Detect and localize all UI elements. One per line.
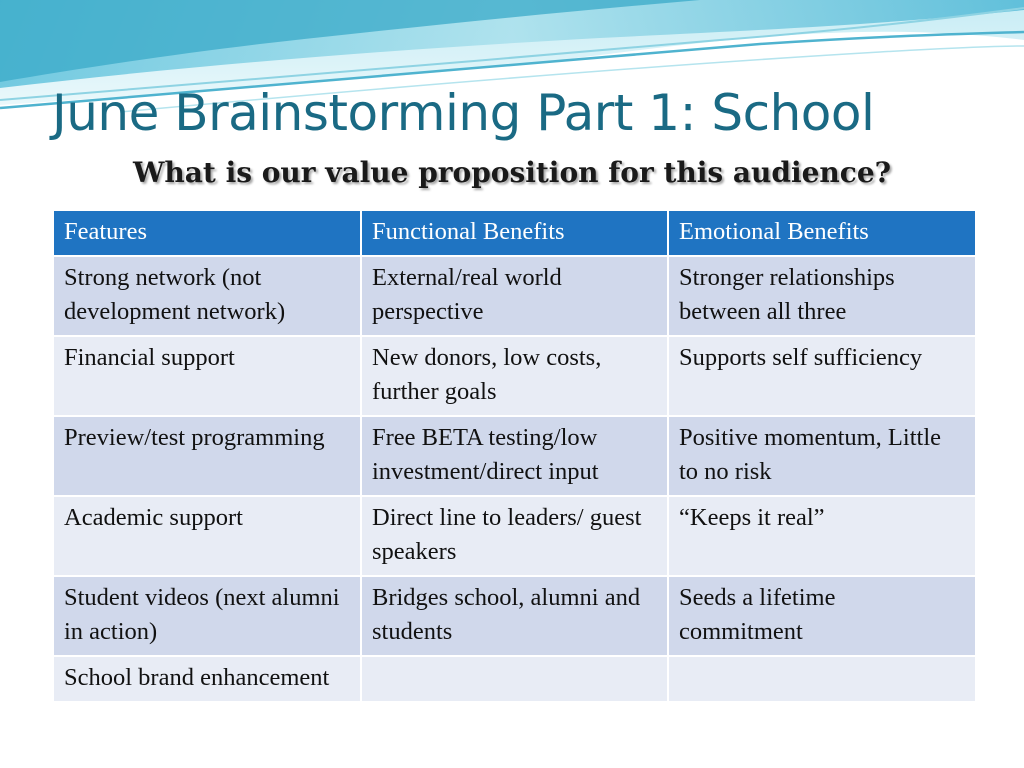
header-features: Features [53, 210, 361, 256]
header-functional-benefits: Functional Benefits [361, 210, 668, 256]
functional-benefit-cell: Free BETA testing/low investment/direct input [361, 416, 668, 496]
header-emotional-benefits: Emotional Benefits [668, 210, 976, 256]
emotional-benefit-cell: “Keeps it real” [668, 496, 976, 576]
slide-subtitle: What is our value proposition for this audience? [132, 156, 892, 189]
table-row [53, 576, 976, 656]
feature-cell: Student videos (next alumni in action) [53, 576, 361, 656]
feature-cell: School brand enhancement [53, 656, 361, 702]
feature-cell: Preview/test programming [53, 416, 361, 496]
emotional-benefit-cell: Seeds a lifetime commitment [668, 576, 976, 656]
feature-cell: Financial support [53, 336, 361, 416]
table-row [53, 256, 976, 336]
emotional-benefit-cell [668, 656, 976, 702]
functional-benefit-cell: External/real world perspective [361, 256, 668, 336]
table-header-row [53, 210, 976, 256]
value-proposition-table [52, 209, 977, 703]
slide-title: June Brainstorming Part 1: School [52, 84, 875, 142]
table-row [53, 496, 976, 576]
emotional-benefit-cell: Positive momentum, Little to no risk [668, 416, 976, 496]
functional-benefit-cell: Direct line to leaders/ guest speakers [361, 496, 668, 576]
feature-cell: Academic support [53, 496, 361, 576]
table-row [53, 336, 976, 416]
feature-cell: Strong network (not development network) [53, 256, 361, 336]
emotional-benefit-cell: Supports self sufficiency [668, 336, 976, 416]
table-row [53, 656, 976, 702]
functional-benefit-cell: New donors, low costs, further goals [361, 336, 668, 416]
table-row [53, 416, 976, 496]
functional-benefit-cell [361, 656, 668, 702]
functional-benefit-cell: Bridges school, alumni and students [361, 576, 668, 656]
emotional-benefit-cell: Stronger relationships between all three [668, 256, 976, 336]
